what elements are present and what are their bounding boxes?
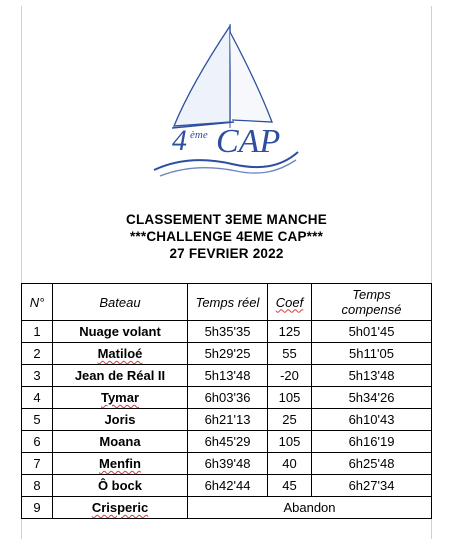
row-num: 7	[22, 453, 53, 475]
row-real-time: 5h29'25	[188, 343, 268, 365]
row-real-time: 6h21'13	[188, 409, 268, 431]
row-compensated-time: 5h01'45	[312, 321, 432, 343]
logo-superscript: ème	[190, 129, 208, 141]
row-num: 5	[22, 409, 53, 431]
row-boat: Crisperic	[53, 497, 188, 519]
title-line-3: 27 FEVRIER 2022	[169, 246, 284, 261]
row-coef: 125	[268, 321, 312, 343]
row-num: 6	[22, 431, 53, 453]
row-coef: 105	[268, 387, 312, 409]
row-coef: 25	[268, 409, 312, 431]
row-coef: 45	[268, 475, 312, 497]
table-row	[22, 321, 432, 343]
row-boat: Ô bock	[53, 475, 188, 497]
row-boat: Menfin	[53, 453, 188, 475]
table-row-abandon	[22, 497, 432, 519]
row-compensated-time: 5h34'26	[312, 387, 432, 409]
row-coef: 40	[268, 453, 312, 475]
row-real-time: 6h45'29	[188, 431, 268, 453]
table-row	[22, 365, 432, 387]
row-compensated-time: 6h25'48	[312, 453, 432, 475]
row-coef: -20	[268, 365, 312, 387]
row-boat: Jean de Réal II	[53, 365, 188, 387]
row-num: 2	[22, 343, 53, 365]
table-row	[22, 453, 432, 475]
row-compensated-time: 6h10'43	[312, 409, 432, 431]
table-header-row	[22, 284, 432, 321]
row-real-time: 6h03'36	[188, 387, 268, 409]
jib-icon	[230, 32, 272, 122]
row-num: 3	[22, 365, 53, 387]
row-num: 8	[22, 475, 53, 497]
row-real-time: 5h35'35	[188, 321, 268, 343]
table-row	[22, 431, 432, 453]
row-status: Abandon	[188, 497, 432, 519]
row-num: 1	[22, 321, 53, 343]
title-line-2: ***CHALLENGE 4EME CAP***	[129, 229, 324, 244]
row-compensated-time: 5h11'05	[312, 343, 432, 365]
header-num: N°	[22, 284, 53, 321]
row-boat: Joris	[53, 409, 188, 431]
table-row	[22, 387, 432, 409]
row-compensated-time: 6h27'34	[312, 475, 432, 497]
header-compensated-time: Temps compensé	[312, 284, 432, 321]
club-logo	[150, 22, 300, 182]
row-real-time: 5h13'48	[188, 365, 268, 387]
table-row	[22, 475, 432, 497]
row-coef: 105	[268, 431, 312, 453]
header-boat: Bateau	[53, 284, 188, 321]
title-line-1: CLASSEMENT 3EME MANCHE	[126, 212, 327, 227]
row-compensated-time: 6h16'19	[312, 431, 432, 453]
row-boat: Tymar	[53, 387, 188, 409]
row-real-time: 6h42'44	[188, 475, 268, 497]
table-row	[22, 409, 432, 431]
row-boat: Matiloé	[53, 343, 188, 365]
row-boat: Nuage volant	[53, 321, 188, 343]
row-num: 4	[22, 387, 53, 409]
row-coef: 55	[268, 343, 312, 365]
row-num: 9	[22, 497, 53, 519]
table-row	[22, 343, 432, 365]
logo-number: 4	[172, 124, 187, 157]
row-real-time: 6h39'48	[188, 453, 268, 475]
logo-name: CAP	[216, 123, 281, 160]
row-compensated-time: 5h13'48	[312, 365, 432, 387]
header-real-time: Temps réel	[188, 284, 268, 321]
row-boat: Moana	[53, 431, 188, 453]
results-table	[21, 283, 432, 519]
mainsail-icon	[174, 26, 230, 126]
header-coef: Coef	[268, 284, 312, 321]
